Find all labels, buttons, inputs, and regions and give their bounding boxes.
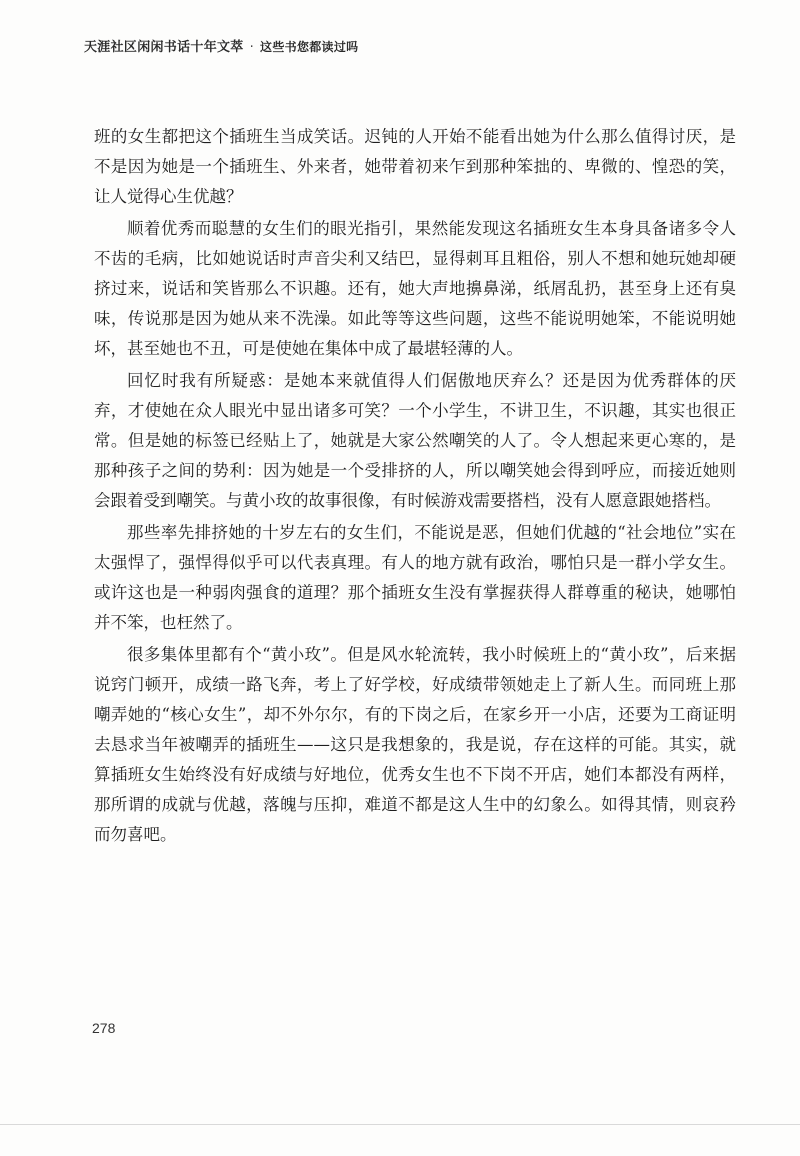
paragraph: 顺着优秀而聪慧的女生们的眼光指引，果然能发现这名插班女生本身具备诸多令人不齿的毛病，比如她说话时声音尖利又结巴，显得刺耳且粗俗，别人不想和她玩她却硬挤过来，说话和笑皆那么不识趣。还有，她大声地擤鼻涕，纸屑乱扔，甚至身上还有臭味，传说那是因为她从来不洗澡。如此等等这些问题，这些不能说明她笨，不能说明她坏，甚至她也不丑，可是使她在集体中成了最堪轻薄的人。 bbox=[94, 219, 736, 358]
running-header bbox=[84, 36, 358, 55]
body-text bbox=[94, 122, 736, 852]
paragraph: 很多集体里都有个“黄小玫”。但是风水轮流转，我小时候班上的“黄小玫”，后来据说窍门顿开，成绩一路飞奔，考上了好学校，好成绩带领她走上了新人生。而同班上那嘲弄她的“核心女生”，却不外尔尔，有的下岗之后，在家乡开一小店，还要为工商证明去恳求当年被嘲弄的插班生——这只是我想象的，我是说，存在这样的可能。其实，就算插班女生始终没有好成绩与好地位，优秀女生也不下岗不开店，她们本都没有两样，那所谓的成就与优越，落魄与压抑，难道不都是这人生中的幻象么。如得其情，则哀矜而勿喜吧。 bbox=[94, 645, 736, 844]
bottom-divider bbox=[0, 1124, 800, 1125]
chapter-title: 这些书您都读过吗 bbox=[260, 40, 359, 54]
page-number: 278 bbox=[92, 1020, 116, 1036]
header-separator: · bbox=[249, 40, 255, 55]
paragraph: 班的女生都把这个插班生当成笑话。迟钝的人开始不能看出她为什么那么值得讨厌，是不是因为她是一个插班生、外来者，她带着初来乍到那种笨拙的、卑微的、惶恐的笑，让人觉得心生优越？ bbox=[94, 127, 736, 206]
paragraph: 那些率先排挤她的十岁左右的女生们，不能说是恶，但她们优越的“社会地位”实在太强悍了，强悍得似乎可以代表真理。有人的地方就有政治，哪怕只是一群小学女生。或许这也是一种弱肉强食的道理？那个插班女生没有掌握获得人群尊重的秘诀，她哪怕并不笨，也枉然了。 bbox=[94, 523, 736, 632]
book-title: 天涯社区闲闲书话十年文萃 bbox=[84, 40, 244, 55]
paragraph: 回忆时我有所疑惑：是她本来就值得人们倨傲地厌弃么？还是因为优秀群体的厌弃，才使她在众人眼光中显出诸多可笑？一个小学生，不讲卫生，不识趣，其实也很正常。但是她的标签已经贴上了，她就是大家公然嘲笑的人了。令人想起来更心寒的，是那种孩子之间的势利：因为她是一个受排挤的人，所以嘲笑她会得到呼应，而接近她则会跟着受到嘲笑。与黄小玫的故事很像，有时候游戏需要搭档，没有人愿意跟她搭档。 bbox=[94, 371, 736, 510]
